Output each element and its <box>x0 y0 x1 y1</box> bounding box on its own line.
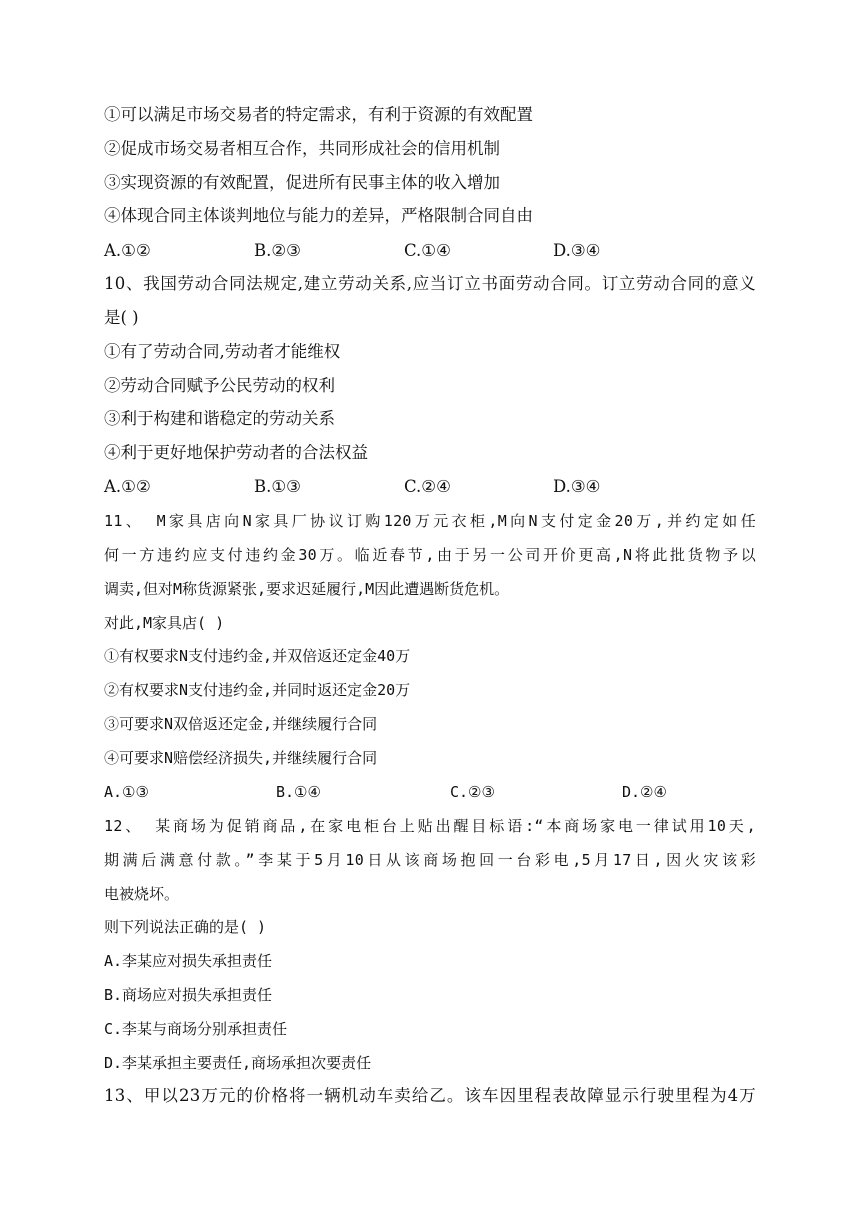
q11-item-4: ④可要求N赔偿经济损失,并继续履行合同 <box>104 749 378 767</box>
q10-option-b: B.①③ <box>254 477 301 496</box>
q11-stem-line-1: 11、 M家具店向N家具厂协议订购120万元衣柜,M向N支付定金20万,并约定如任 <box>104 512 756 530</box>
q12-choice-a: A.李某应对损失承担责任 <box>104 952 273 970</box>
q9-option-b: B.②③ <box>254 241 301 260</box>
q11-option-a: A.①③ <box>104 783 149 801</box>
q12-stem-line-2: 期满后满意付款。”李某于5月10日从该商场抱回一台彩电,5月17日,因火灾该彩 <box>104 851 756 869</box>
q12-choice-c: C.李某与商场分别承担责任 <box>104 1020 288 1038</box>
q9-option-c: C.①④ <box>404 241 451 260</box>
q11-option-d: D.②④ <box>622 783 667 801</box>
q11-item-3: ③可要求N双倍返还定金,并继续履行合同 <box>104 715 378 733</box>
q11-stem-line-4: 对此,M家具店( ) <box>104 614 225 632</box>
q12-stem-line-1: 12、 某商场为促销商品,在家电柜台上贴出醒目标语:“本商场家电一律试用10天, <box>104 817 756 835</box>
q9-option-d: D.③④ <box>553 241 601 260</box>
q11-stem-line-3: 调卖,但对M称货源紧张,要求迟延履行,M因此遭遇断货危机。 <box>104 580 510 598</box>
q10-item-3: ③利于构建和谐稳定的劳动关系 <box>104 409 335 428</box>
q11-stem-line-2: 何一方违约应支付违约金30万。临近春节,由于另一公司开价更高,N将此批货物予以 <box>104 546 756 564</box>
q13-stem-line-1: 13、甲以23万元的价格将一辆机动车卖给乙。该车因里程表故障显示行驶里程为4万 <box>104 1086 756 1105</box>
q10-item-4: ④利于更好地保护劳动者的合法权益 <box>104 443 368 462</box>
q11-option-b: B.①④ <box>276 783 321 801</box>
q10-item-2: ②劳动合同赋予公民劳动的权利 <box>104 376 335 395</box>
q10-option-c: C.②④ <box>404 477 451 496</box>
q12-choice-d: D.李某承担主要责任,商场承担次要责任 <box>104 1054 372 1072</box>
q10-option-a: A.①② <box>104 477 151 496</box>
q9-item-1: ①可以满足市场交易者的特定需求，有利于资源的有效配置 <box>104 105 533 124</box>
q12-stem-line-3: 电被烧坏。 <box>104 885 180 903</box>
q9-item-4: ④体现合同主体谈判地位与能力的差异，严格限制合同自由 <box>104 206 533 225</box>
q11-option-c: C.②③ <box>450 783 495 801</box>
q9-item-3: ③实现资源的有效配置，促进所有民事主体的收入增加 <box>104 173 500 192</box>
q10-stem-line-2: 是( ) <box>104 308 139 327</box>
q10-stem-line-1: 10、我国劳动合同法规定,建立劳动关系,应当订立书面劳动合同。订立劳动合同的意义 <box>104 274 756 293</box>
q9-option-a: A.①② <box>104 241 151 260</box>
q11-item-2: ②有权要求N支付违约金,并同时返还定金20万 <box>104 681 411 699</box>
q10-option-d: D.③④ <box>553 477 601 496</box>
q9-item-2: ②促成市场交易者相互合作，共同形成社会的信用机制 <box>104 139 500 158</box>
q10-item-1: ①有了劳动合同,劳动者才能维权 <box>104 342 341 361</box>
q12-choice-b: B.商场应对损失承担责任 <box>104 986 273 1004</box>
q11-item-1: ①有权要求N支付违约金,并双倍返还定金40万 <box>104 647 411 665</box>
q12-stem-line-4: 则下列说法正确的是( ) <box>104 918 267 936</box>
